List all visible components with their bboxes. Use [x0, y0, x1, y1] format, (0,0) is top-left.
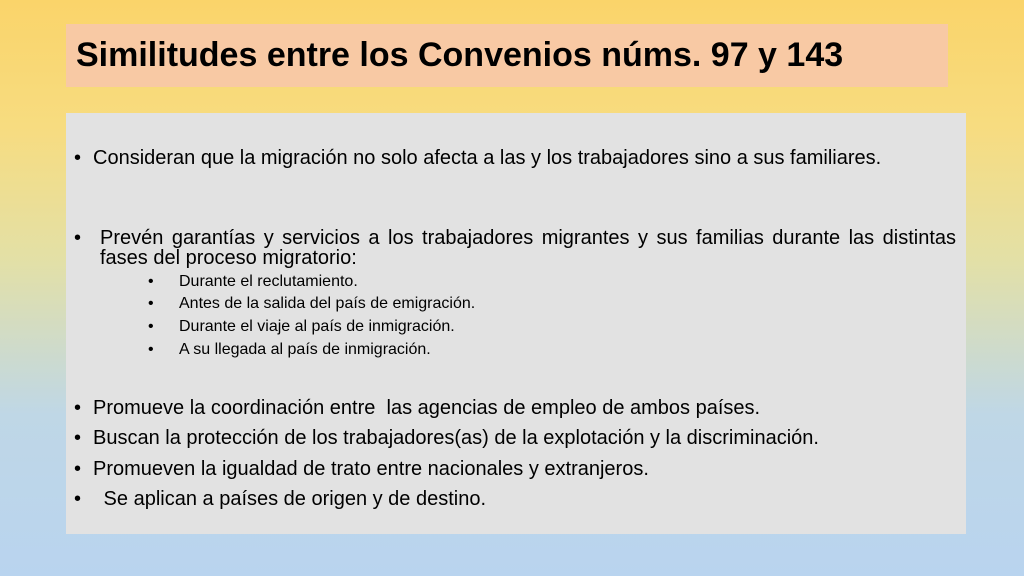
point-1-text: Consideran que la migración no solo afecta a las y los trabajadores sino a sus familiares. [93, 147, 882, 169]
bullet-marker: • [74, 488, 82, 510]
sub-bullet-marker: • [148, 341, 154, 358]
bullet-marker: • [74, 227, 82, 249]
point-4-text: Buscan la protección de los trabajadores(as) de la explotación y la discriminación. [93, 427, 819, 449]
point-6-text: Se aplican a países de origen y de destino. [98, 488, 487, 510]
point-3-text: Promueve la coordinación entre las agencias de empleo de ambos países. [93, 397, 761, 419]
subpoint-2-text: Antes de la salida del país de emigración. [179, 295, 476, 312]
bullet-marker: • [74, 147, 82, 169]
sub-bullet-marker: • [148, 273, 154, 290]
bullet-marker: • [74, 397, 82, 419]
sub-bullet-marker: • [148, 295, 154, 312]
bullet-marker: • [74, 458, 82, 480]
sub-bullet-marker: • [148, 318, 154, 335]
subpoint-3-text: Durante el viaje al país de inmigración. [179, 318, 455, 335]
title-box [66, 24, 948, 87]
point-2-text: Prevén garantías y servicios a los trabajadores migrantes y sus familias durante las distintas fases del proceso migratorio: [100, 227, 956, 269]
point-5-text: Promueven la igualdad de trato entre nacionales y extranjeros. [93, 458, 649, 480]
slide-title: Similitudes entre los Convenios núms. 97 y 143 [76, 36, 844, 74]
subpoint-4-text: A su llegada al país de inmigración. [179, 341, 431, 358]
bullet-marker: • [74, 427, 82, 449]
subpoint-1-text: Durante el reclutamiento. [179, 273, 358, 290]
